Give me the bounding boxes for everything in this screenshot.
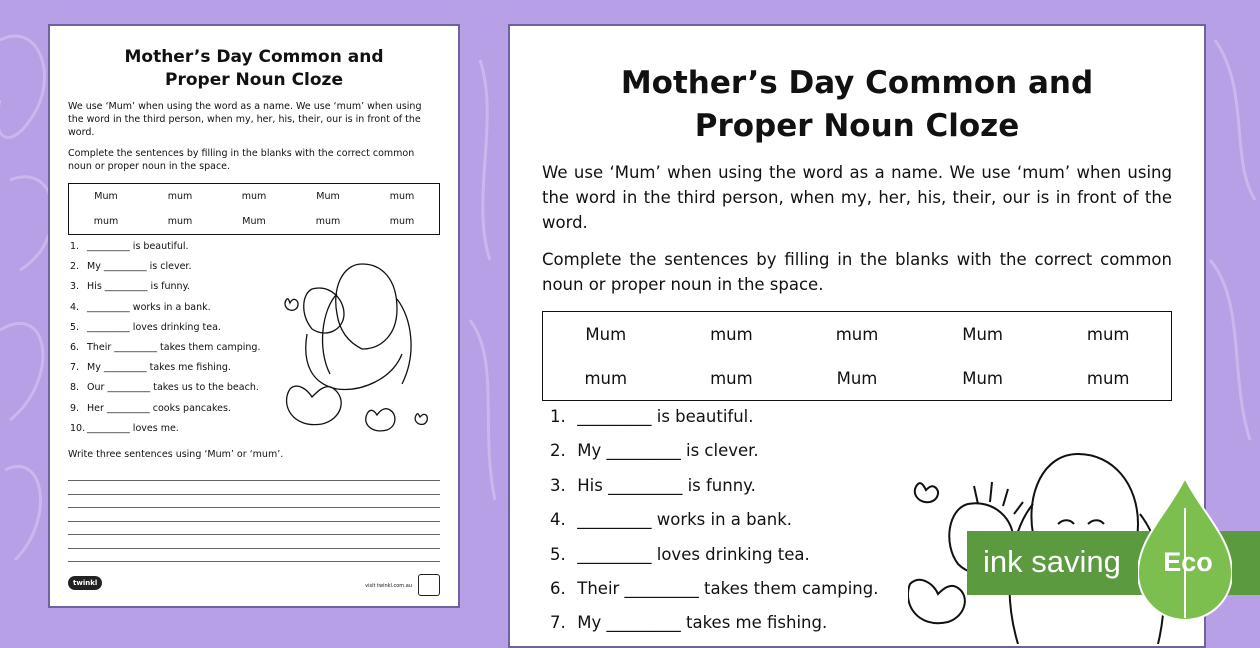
word-bank-item: Mum xyxy=(836,368,878,388)
writing-lines xyxy=(68,468,440,563)
list-item: 1. _________ is beautiful. xyxy=(550,407,754,426)
list-item: 3. His _________ is funny. xyxy=(70,281,190,293)
list-item: 1. _________ is beautiful. xyxy=(70,241,189,252)
list-item: 3. His _________ is funny. xyxy=(550,475,756,495)
list-item: 4. _________ works in a bank. xyxy=(550,510,792,530)
list-item: 10. _________ loves me. xyxy=(70,422,179,434)
word-bank-item: mum xyxy=(241,191,267,202)
word-bank-item: mum xyxy=(835,324,879,344)
word-bank-item: mum xyxy=(315,216,341,227)
list-item: 6. Their _________ takes them camping. xyxy=(70,341,261,353)
word-bank-item: Mum xyxy=(242,216,266,227)
instructions-text: Complete the sentences by filling in the blanks with the correct common noun or proper noun in the space. xyxy=(542,250,1172,294)
page-title: Mother’s Day Common and Proper Noun Cloze xyxy=(124,47,384,90)
eco-label: Eco xyxy=(1163,547,1213,577)
list-item: 7. My _________ takes me fishing. xyxy=(550,613,828,633)
list-item: 2. My _________ is clever. xyxy=(550,441,759,461)
word-bank-item: mum xyxy=(389,216,415,227)
word-bank-item: mum xyxy=(93,216,119,227)
word-bank-item: Mum xyxy=(316,191,340,202)
instructions-text: Complete the sentences by filling in the blanks with the correct common noun or proper noun in the space. xyxy=(68,148,415,172)
page-title: Mother’s Day Common and Proper Noun Cloze xyxy=(620,65,1094,144)
word-bank-item: mum xyxy=(710,324,753,344)
word-bank-item: mum xyxy=(167,191,193,202)
mother-child-hug-illustration xyxy=(282,254,442,434)
write-prompt: Write three sentences using ‘Mum’ or ‘mum’. xyxy=(68,448,284,460)
word-bank-item: mum xyxy=(389,191,415,202)
intro-text: We use ‘Mum’ when using the word as a name. We use ‘mum’ when using the word in the third person, when my, her, his, their, our is in front of the word. xyxy=(542,163,1172,232)
list-item: 8. Our _________ takes us to the beach. xyxy=(70,382,259,394)
word-bank-item: mum xyxy=(1086,324,1130,344)
worksheet-preview-small xyxy=(50,26,458,606)
word-bank xyxy=(68,183,440,235)
word-bank xyxy=(542,311,1172,401)
list-item: 9. Her _________ cooks pancakes. xyxy=(70,402,231,414)
list-item: 6. Their _________ takes them camping. xyxy=(550,578,879,598)
ink-saving-label: ink saving xyxy=(983,544,1121,579)
word-bank-item: Mum xyxy=(94,191,118,202)
footer-url: visit twinkl.com.au xyxy=(365,583,412,589)
list-item: 5. _________ loves drinking tea. xyxy=(70,321,221,333)
word-bank-item: Mum xyxy=(962,324,1003,344)
word-bank-item: mum xyxy=(167,216,193,227)
list-item: 4. _________ works in a bank. xyxy=(70,301,211,313)
list-item: 5. _________ loves drinking tea. xyxy=(550,544,810,564)
twinkl-logo: twinkl xyxy=(68,576,102,590)
word-bank-item: Mum xyxy=(962,368,1003,388)
quality-badge-icon xyxy=(418,574,440,596)
word-bank-item: mum xyxy=(584,368,628,388)
list-item: 2. My _________ is clever. xyxy=(70,261,192,273)
word-bank-item: mum xyxy=(710,368,753,388)
footer xyxy=(68,574,440,596)
word-bank-item: mum xyxy=(1086,368,1130,388)
list-item: 7. My _________ takes me fishing. xyxy=(70,362,231,374)
intro-text: We use ‘Mum’ when using the word as a name. We use ‘mum’ when using the word in the third person, when my, her, his, their, our is in front of the word. xyxy=(68,101,422,138)
word-bank-item: Mum xyxy=(585,324,627,344)
